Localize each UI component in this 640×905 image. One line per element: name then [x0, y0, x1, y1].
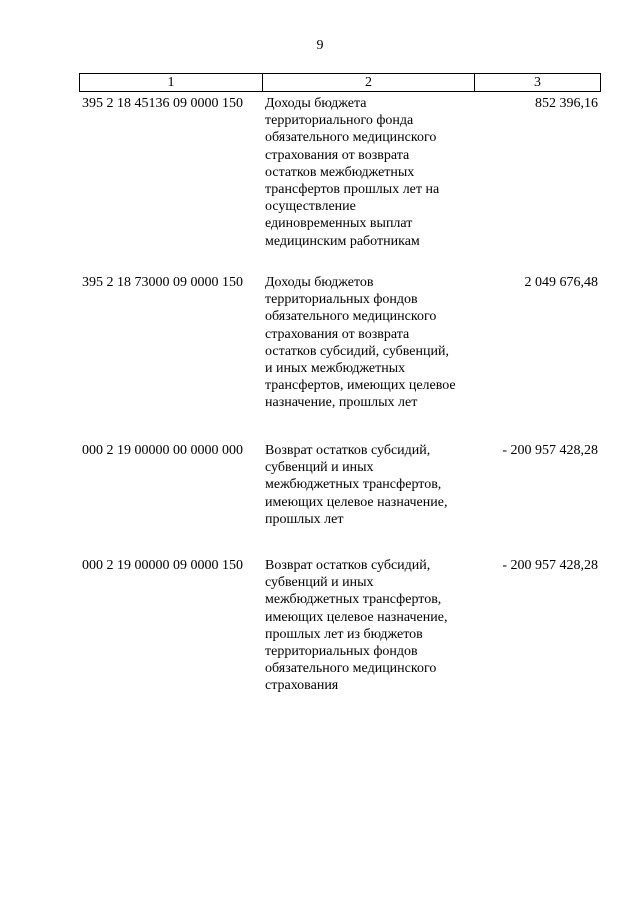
row-description: [265, 557, 475, 695]
budget-code: 000 2 19 00000 09 0000 150: [82, 558, 243, 573]
column-header-row: [80, 74, 601, 92]
description-line: территориального фонда: [265, 113, 414, 129]
page-number: 9: [316, 38, 324, 53]
row-amount: 2 049 676,48: [524, 275, 598, 290]
description-line: Доходы бюджетов: [265, 275, 374, 290]
budget-code: 395 2 18 73000 09 0000 150: [82, 275, 243, 290]
description-line: страхования от возврата: [265, 326, 410, 342]
row-amount: 852 396,16: [535, 96, 598, 111]
description-line: прошлых лет из бюджетов: [265, 626, 423, 642]
description-line: Возврат остатков субсидий,: [265, 558, 431, 573]
description-line: и иных межбюджетных: [265, 361, 406, 377]
description-line: Доходы бюджета: [265, 96, 367, 111]
description-line: субвенций и иных: [265, 575, 374, 591]
description-line: имеющих целевое назначение,: [265, 494, 448, 510]
row-amount: - 200 957 428,28: [502, 558, 598, 573]
description-line: назначение, прошлых лет: [265, 395, 418, 411]
description-line: территориальных фондов: [265, 644, 418, 660]
description-line: обязательного медицинского: [265, 309, 437, 325]
budget-code: 000 2 19 00000 00 0000 000: [82, 443, 243, 458]
description-line: трансфертов, имеющих целевое: [265, 378, 456, 394]
description-line: обязательного медицинского: [265, 130, 437, 146]
column-header-1: 1: [80, 74, 263, 92]
row-description: [265, 95, 475, 250]
row-description: [265, 274, 475, 412]
description-line: субвенций и иных: [265, 460, 374, 476]
description-line: медицинским работникам: [265, 233, 420, 249]
column-header-2: 2: [263, 74, 475, 92]
description-line: территориальных фондов: [265, 292, 418, 308]
description-line: единовременных выплат: [265, 216, 413, 232]
description-line: межбюджетных трансфертов,: [265, 592, 442, 608]
row-amount: - 200 957 428,28: [502, 443, 598, 458]
row-description: [265, 442, 475, 528]
description-line: страхования: [265, 678, 339, 694]
description-line: осуществление: [265, 199, 356, 215]
description-line: трансфертов прошлых лет на: [265, 182, 440, 198]
description-line: прошлых лет: [265, 511, 344, 527]
description-line: страхования от возврата: [265, 147, 410, 163]
description-line: остатков субсидий, субвенций,: [265, 343, 449, 359]
description-line: обязательного медицинского: [265, 661, 437, 677]
description-line: остатков межбюджетных: [265, 164, 415, 180]
column-header-table: [79, 73, 601, 92]
budget-code: 395 2 18 45136 09 0000 150: [82, 96, 243, 111]
description-line: межбюджетных трансфертов,: [265, 477, 442, 493]
description-line: имеющих целевое назначение,: [265, 609, 448, 625]
column-header-3: 3: [475, 74, 601, 92]
description-line: Возврат остатков субсидий,: [265, 443, 431, 458]
